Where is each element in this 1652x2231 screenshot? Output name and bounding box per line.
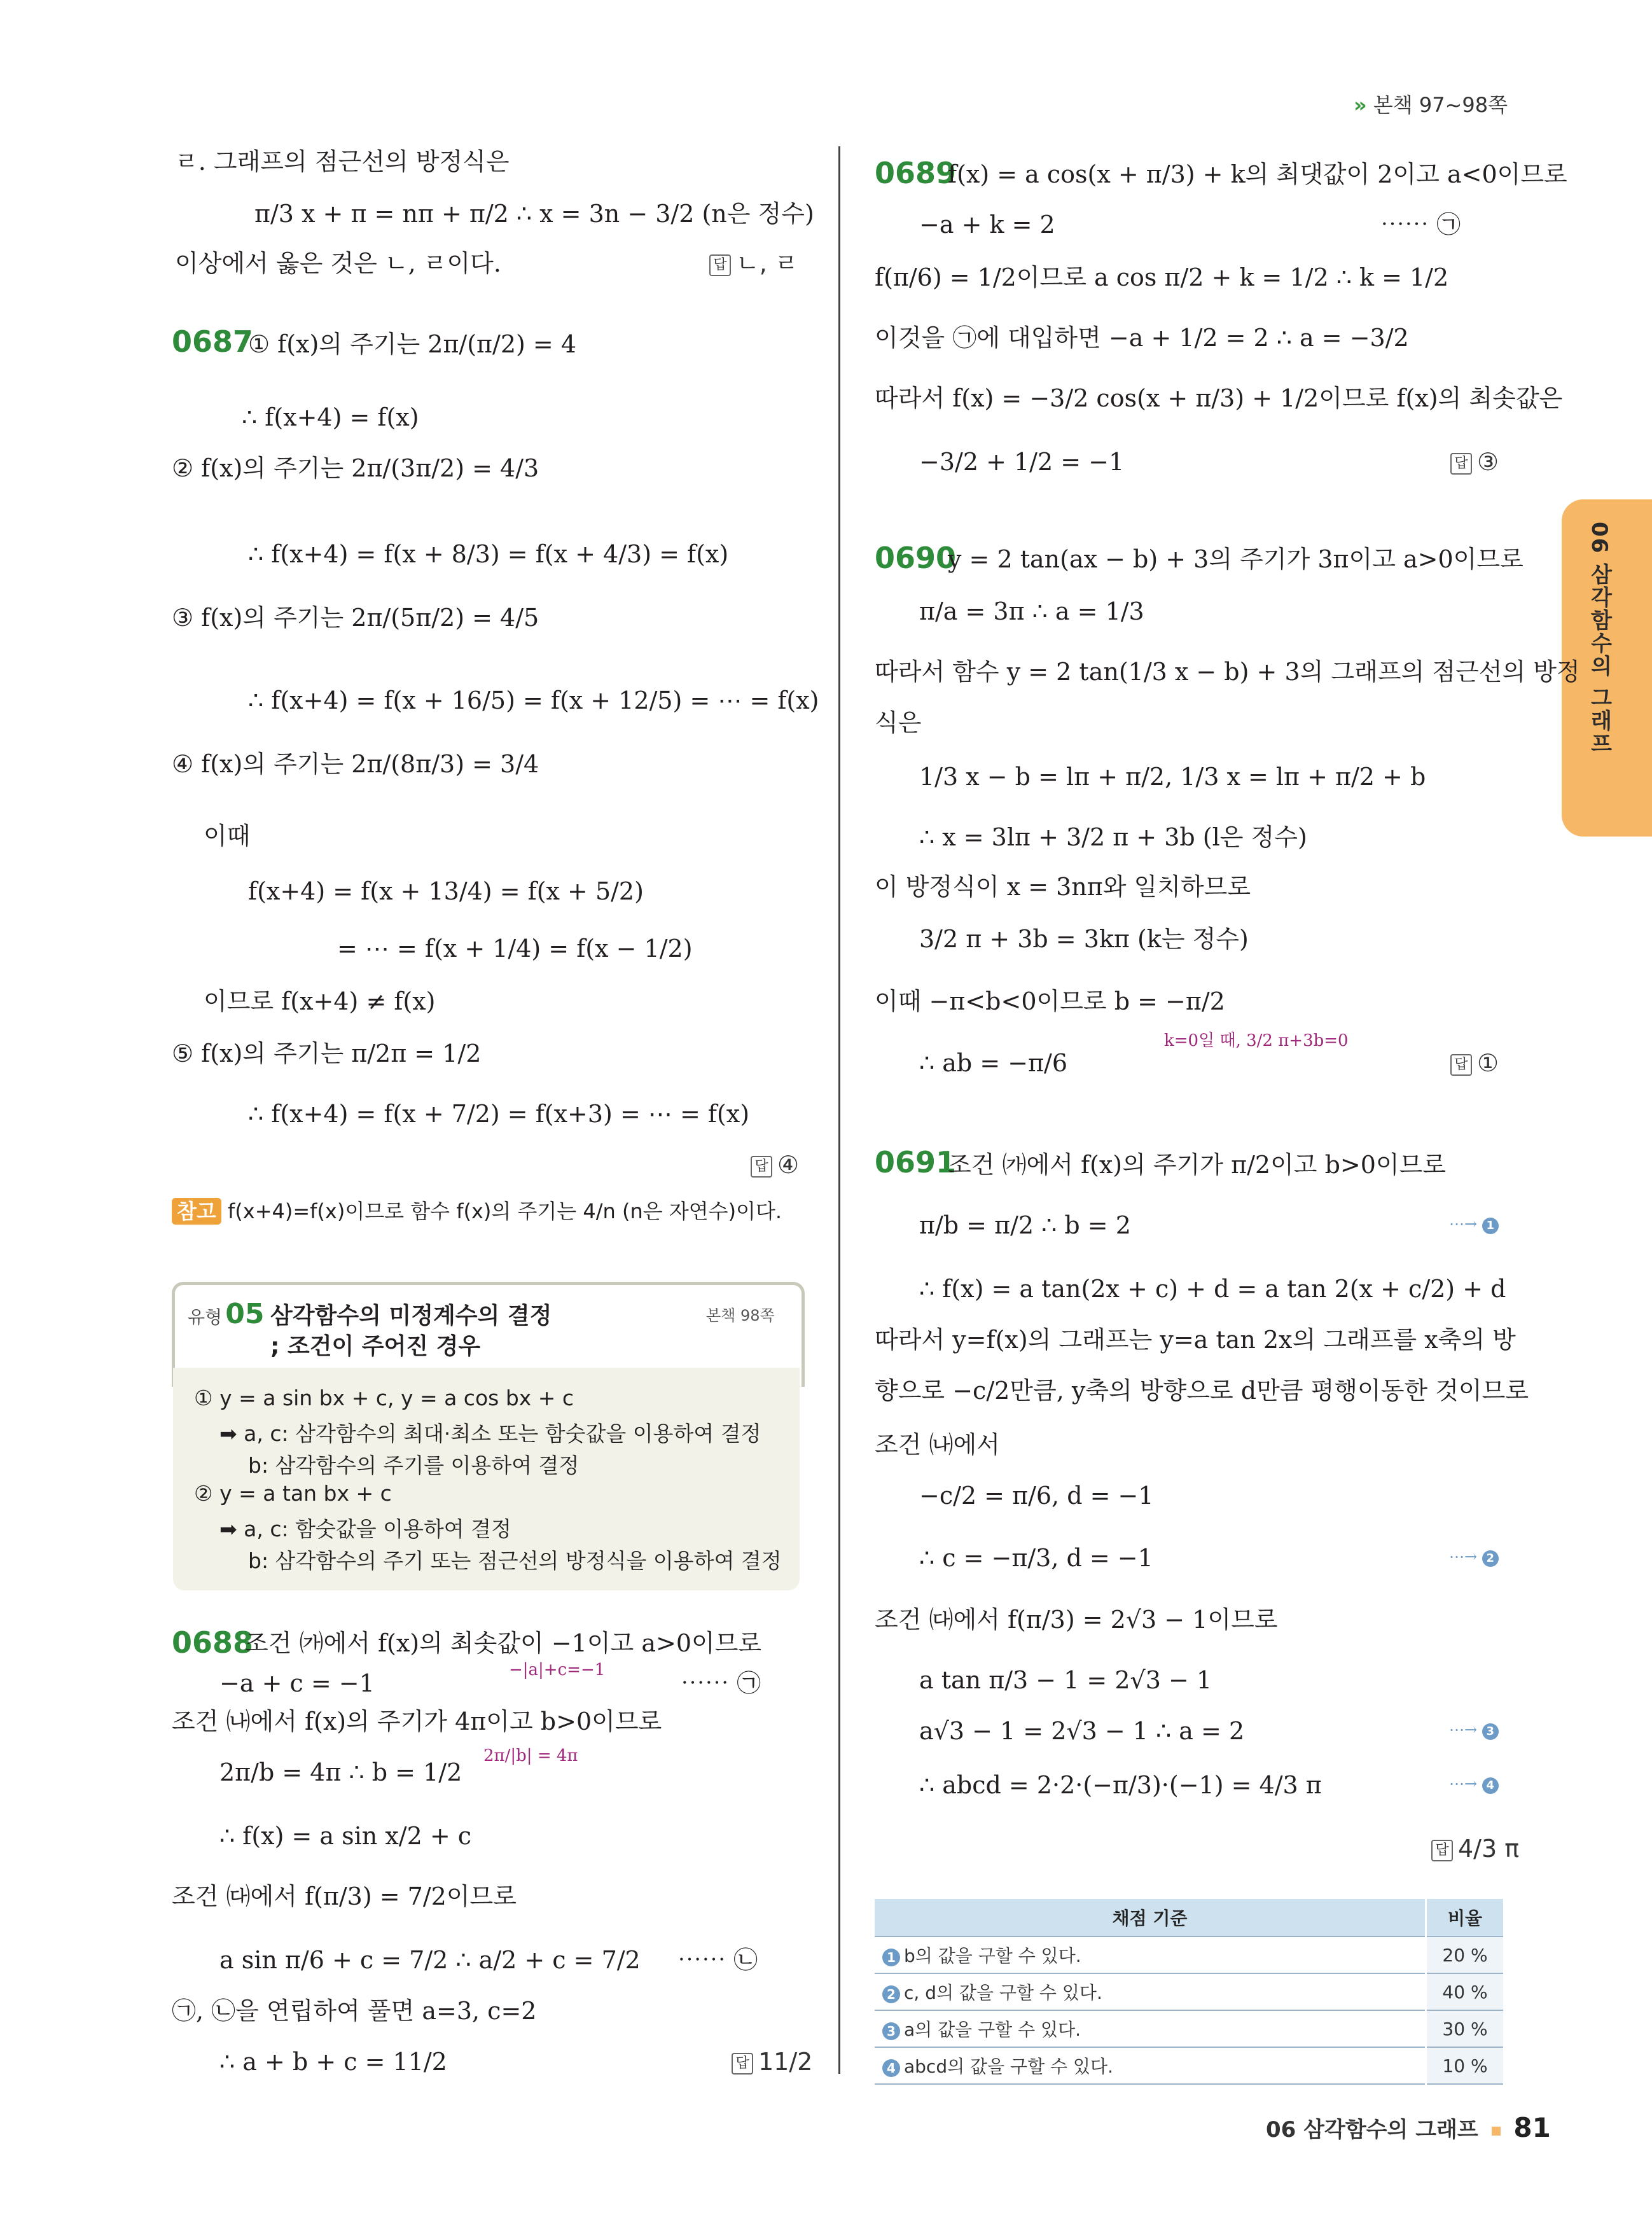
footer-dot-icon [1492,2127,1501,2136]
table-row [875,1936,1503,1973]
line: = ⋯ = f(x + 1/4) = f(x − 1/2) [337,935,693,963]
table-header: 채점 기준 [875,1899,1426,1936]
line: 이것을 ㉠에 대입하면 −a + 1/2 = 2 ∴ a = −3/2 [875,324,1409,352]
line: 조건 ㈐에서 f(π/3) = 2√3 − 1이므로 [875,1606,1278,1634]
line: a√3 − 1 = 2√3 − 1 ∴ a = 2 [919,1717,1245,1745]
line: ㉠, ㉡을 연립하여 풀면 a=3, c=2 [172,1997,537,2025]
line: 조건 ㈏에서 f(x)의 주기가 4π이고 b>0이므로 [172,1707,662,1735]
line: a sin π/6 + c = 7/2 ∴ a/2 + c = 7/2 [219,1946,641,1974]
type-number: 05 [225,1298,265,1330]
line: ① f(x)의 주기는 2π/(π/2) = 4 [248,330,577,358]
note [172,1196,782,1227]
line: π/3 x + π = nπ + π/2 ∴ x = 3n − 3/2 (n은 정수) [254,200,814,228]
line: 2π/b = 4π ∴ b = 1/2 [219,1758,462,1786]
type-line: b: 삼각함수의 주기 또는 점근선의 방정식을 이용하여 결정 [248,1548,782,1573]
table-cell: 1 b의 값을 구할 수 있다. [875,1936,1426,1973]
step-number: 2 [882,1985,900,2003]
line: ⋯⋯ ㉡ [677,1946,758,1974]
answer-mark-icon: 답 [709,254,731,276]
line: ③ f(x)의 주기는 2π/(5π/2) = 4/5 [172,604,539,632]
line: −3/2 + 1/2 = −1 [919,448,1125,476]
line: −a + k = 2 [919,211,1055,239]
line: 1/3 x − b = lπ + π/2, 1/3 x = lπ + π/2 + b [919,763,1426,791]
line: 조건 ㈎에서 f(x)의 주기가 π/2이고 b>0이므로 [948,1151,1447,1179]
line: 조건 ㈏에서 [875,1431,1000,1459]
answer-mark-icon: 답 [1450,1054,1472,1076]
book-page-ref: 본책 97~98쪽 [1373,93,1508,117]
answer: 답 ④ [751,1148,799,1181]
grading-table [875,1899,1503,2085]
type-line: ➡ a, c: 함숫값을 이용하여 결정 [219,1517,511,1541]
table-row [875,2047,1503,2084]
table-row [875,1973,1503,2010]
line: ④ f(x)의 주기는 2π/(8π/3) = 3/4 [172,750,539,778]
line: 식은 [875,709,922,737]
answer: 답 ① [1450,1046,1499,1080]
line: π/b = π/2 ∴ b = 2 [919,1211,1131,1239]
line: 이상에서 옳은 것은 ㄴ, ㄹ이다. [175,249,501,277]
line: ∴ f(x+4) = f(x + 7/2) = f(x+3) = ⋯ = f(x) [248,1100,750,1128]
step-number: 3 [882,2022,900,2040]
step-number: 1 [1482,1218,1499,1234]
table-cell: 30 % [1426,2010,1504,2047]
line: 이때 [204,822,251,850]
line: ∴ x = 3lπ + 3/2 π + 3b (l은 정수) [919,823,1307,851]
step-number: 4 [1482,1777,1499,1794]
answer-mark-icon: 답 [1450,453,1472,475]
answer-mark-icon: 답 [732,2053,753,2075]
line: 조건 ㈎에서 f(x)의 최솟값이 −1이고 a>0이므로 [245,1629,762,1657]
type-header [188,1298,264,1330]
table-header: 비율 [1426,1899,1504,1936]
line: ⋯⋯ ㉠ [681,1669,761,1697]
side-note: 2π/|b| = 4π [483,1746,578,1765]
answer-mark-icon: 답 [751,1156,772,1178]
line: −a + c = −1 [219,1669,375,1697]
problem-number: 0688 [172,1625,254,1660]
note-text: f(x+4)=f(x)이므로 함수 f(x)의 주기는 4/n (n은 자연수)이다. [228,1199,782,1223]
line: ∴ f(x) = a tan(2x + c) + d = a tan 2(x + c/2) + d [919,1275,1506,1303]
side-note: −|a|+c=−1 [509,1660,606,1679]
table-cell: 10 % [1426,2047,1504,2084]
step-marker: ⋯→ 3 [1449,1721,1499,1740]
problem-number: 0689 [875,156,957,190]
type-label: 유형 [188,1307,223,1328]
line: ∴ f(x) = a sin x/2 + c [219,1822,472,1850]
line: ② f(x)의 주기는 2π/(3π/2) = 4/3 [172,454,539,482]
type-line: ① y = a sin bx + c, y = a cos bx + c [194,1386,574,1410]
page-reference [1354,89,1508,118]
line: ⋯⋯ ㉠ [1380,211,1461,239]
step-number: 4 [882,2059,900,2077]
page-number: 81 [1513,2112,1551,2143]
type-line: ② y = a tan bx + c [194,1481,392,1506]
line: 따라서 f(x) = −3/2 cos(x + π/3) + 1/2이므로 f(x)의 최솟값은 [875,384,1563,412]
step-number: 3 [1482,1723,1499,1740]
table-cell: 3 a의 값을 구할 수 있다. [875,2010,1426,2047]
line: 따라서 y=f(x)의 그래프는 y=a tan 2x의 그래프를 x축의 방 [875,1326,1516,1354]
type-title: 삼각함수의 미정계수의 결정 [270,1303,552,1329]
line: ∴ f(x+4) = f(x) [242,403,419,431]
line: ∴ f(x+4) = f(x + 8/3) = f(x + 4/3) = f(x) [248,540,729,568]
table-cell: 2 c, d의 값을 구할 수 있다. [875,1973,1426,2010]
answer: 답 4/3 π [1431,1832,1519,1865]
answer-mark-icon: 답 [1431,1840,1453,1861]
table-cell: 20 % [1426,1936,1504,1973]
table-cell: 40 % [1426,1973,1504,2010]
line: ∴ c = −π/3, d = −1 [919,1544,1153,1572]
double-arrow-icon: » [1354,93,1367,117]
line: f(x) = a cos(x + π/3) + k의 최댓값이 2이고 a<0이므로 [948,160,1567,188]
line: 조건 ㈐에서 f(π/3) = 7/2이므로 [172,1882,517,1910]
line: −c/2 = π/6, d = −1 [919,1482,1154,1510]
type-subtitle: ; 조건이 주어진 경우 [270,1333,481,1359]
side-note: k=0일 때, 3/2 π+3b=0 [1164,1031,1349,1050]
line: ㄹ. 그래프의 점근선의 방정식은 [175,148,510,176]
problem-number: 0690 [875,541,957,575]
table-header-row [875,1899,1503,1936]
type-line: b: 삼각함수의 주기를 이용하여 결정 [248,1453,580,1478]
line: f(π/6) = 1/2이므로 a cos π/2 + k = 1/2 ∴ k = 1/2 [875,263,1449,291]
line: 이때 −π<b<0이므로 b = −π/2 [875,987,1225,1015]
step-number: 2 [1482,1550,1499,1567]
line: f(x+4) = f(x + 13/4) = f(x + 5/2) [248,877,644,905]
line: 3/2 π + 3b = 3kπ (k는 정수) [919,925,1249,953]
footer-chapter: 06 삼각함수의 그래프 [1266,2117,1478,2143]
line: 이 방정식이 x = 3nπ와 일치하므로 [875,873,1251,901]
step-number: 1 [882,1949,900,1966]
note-tag: 참고 [172,1198,221,1225]
step-marker: ⋯→ 4 [1449,1775,1499,1794]
problem-number: 0687 [172,324,254,359]
line: ⑤ f(x)의 주기는 π/2π = 1/2 [172,1039,482,1067]
line: a tan π/3 − 1 = 2√3 − 1 [919,1666,1212,1694]
line: y = 2 tan(ax − b) + 3의 주기가 3π이고 a>0이므로 [948,545,1524,573]
line: 향으로 −c/2만큼, y축의 방향으로 d만큼 평행이동한 것이므로 [875,1377,1529,1405]
table-row [875,2010,1503,2047]
table-cell: 4 abcd의 값을 구할 수 있다. [875,2047,1426,2084]
line: π/a = 3π ∴ a = 1/3 [919,597,1144,625]
line: 이므로 f(x+4) ≠ f(x) [204,987,436,1015]
type-line: ➡ a, c: 삼각함수의 최대·최소 또는 함숫값을 이용하여 결정 [219,1421,761,1446]
answer: 답 11/2 [732,2045,812,2078]
step-marker: ⋯→ 1 [1449,1215,1499,1234]
line: 따라서 함수 y = 2 tan(1/3 x − b) + 3의 그래프의 점근선의 방정 [875,658,1580,686]
chapter-tab-label: 06 삼각함수의 그래프 [1586,522,1612,755]
type-ref: 본책 98쪽 [706,1307,775,1324]
line: ∴ f(x+4) = f(x + 16/5) = f(x + 12/5) = ⋯ = f(x) [248,686,819,714]
line: ∴ a + b + c = 11/2 [219,2048,447,2076]
footer [1266,2112,1551,2143]
problem-number: 0691 [875,1145,957,1179]
answer: 답 ③ [1450,445,1499,478]
step-marker: ⋯→ 2 [1449,1548,1499,1567]
answer: 답 ㄴ, ㄹ [709,247,798,280]
column-divider [838,146,840,2074]
line: ∴ abcd = 2·2·(−π/3)·(−1) = 4/3 π [919,1771,1322,1799]
line: ∴ ab = −π/6 [919,1049,1068,1077]
